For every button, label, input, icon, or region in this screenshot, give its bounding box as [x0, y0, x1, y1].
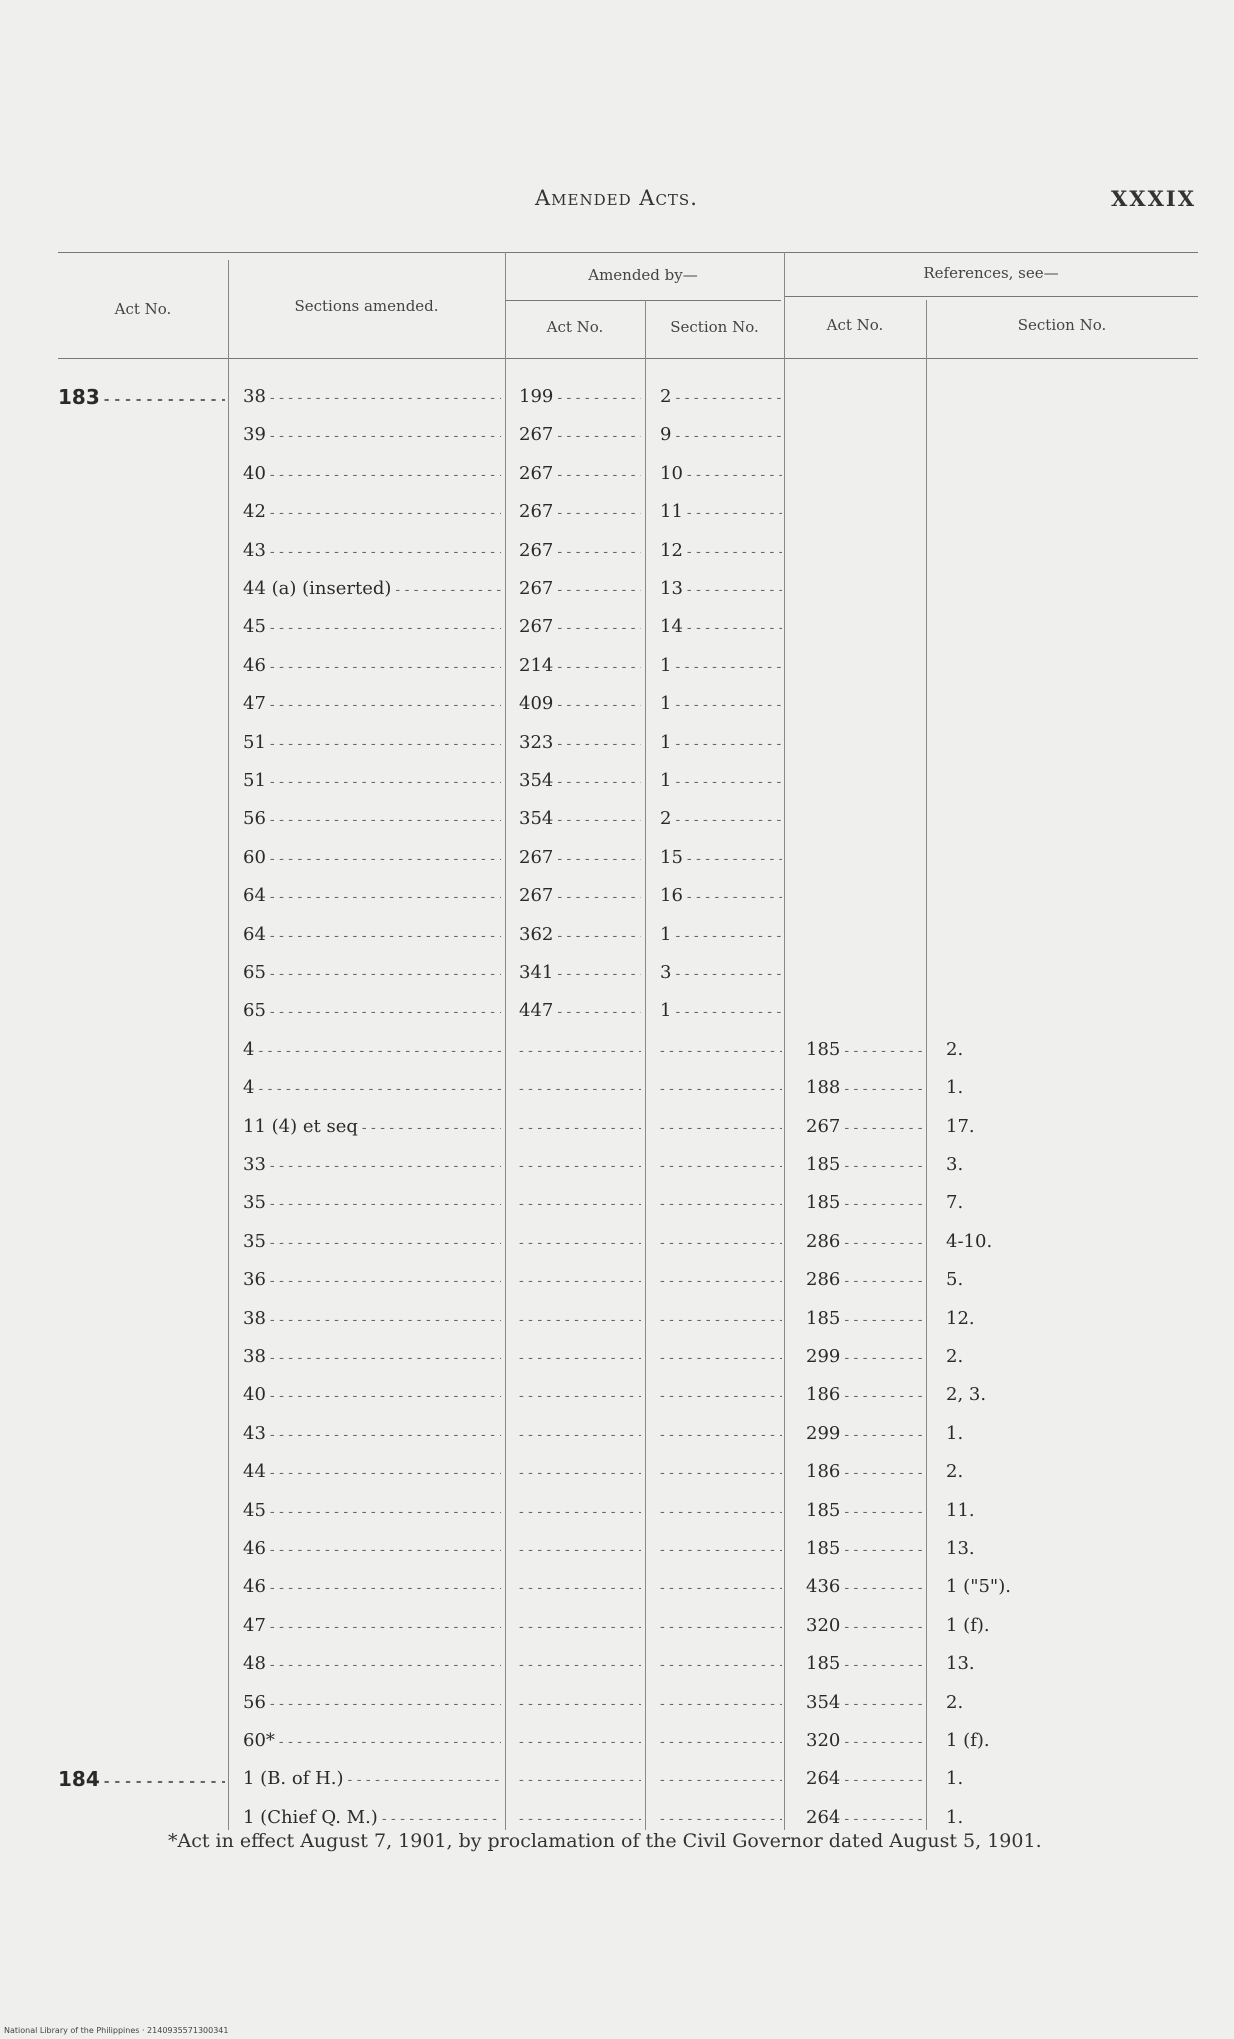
- section-cell: 44 (a) (inserted) - - -: [243, 570, 501, 608]
- table-row: [0, 992, 1234, 1030]
- reference-section-cell: [946, 954, 1196, 992]
- header-amended-by: Amended by—: [588, 266, 698, 284]
- amended-section-cell: [660, 1568, 782, 1606]
- table-top-rule: [58, 252, 1198, 253]
- reference-act-cell: [806, 416, 924, 454]
- table-row: [0, 762, 1234, 800]
- amended-section-cell: [660, 1261, 782, 1299]
- act-cell: [58, 1376, 225, 1414]
- amended-section-cell: 9 - - -: [660, 416, 782, 454]
- section-cell: 4 - - -: [243, 1069, 501, 1107]
- amended-section-cell: [660, 1453, 782, 1491]
- reference-act-cell: [806, 800, 924, 838]
- amended-section-cell: 1 - - -: [660, 724, 782, 762]
- reference-act-cell: [806, 608, 924, 646]
- amended-section-cell: 1 - - -: [660, 685, 782, 723]
- amended-act-cell: 409 - - -: [519, 685, 641, 723]
- reference-section-cell: [946, 839, 1196, 877]
- reference-act-cell: 185 - - -: [806, 1492, 924, 1530]
- reference-act-cell: 286 - - -: [806, 1261, 924, 1299]
- amended-act-cell: [519, 1453, 641, 1491]
- table-row: [0, 1223, 1234, 1261]
- act-cell: [58, 724, 225, 762]
- reference-section-cell: [946, 570, 1196, 608]
- act-cell: [58, 1722, 225, 1760]
- reference-section-cell: [946, 416, 1196, 454]
- act-cell: [58, 570, 225, 608]
- reference-act-cell: [806, 954, 924, 992]
- section-cell: 38 - - -: [243, 1300, 501, 1338]
- section-cell: 51 - - -: [243, 762, 501, 800]
- section-cell: 1 (B. of H.) - - -: [243, 1760, 501, 1798]
- table-row: [0, 1453, 1234, 1491]
- act-cell: [58, 532, 225, 570]
- reference-section-cell: [946, 992, 1196, 1030]
- header-act-no: Act No.: [114, 300, 172, 318]
- reference-act-cell: 185 - - -: [806, 1530, 924, 1568]
- act-cell: [58, 1607, 225, 1645]
- section-cell: 40 - - -: [243, 1376, 501, 1414]
- reference-act-cell: 354 - - -: [806, 1684, 924, 1722]
- amended-act-cell: [519, 1146, 641, 1184]
- section-cell: 47 - - -: [243, 1607, 501, 1645]
- section-cell: 46 - - -: [243, 1568, 501, 1606]
- act-cell: [58, 1530, 225, 1568]
- amended-act-cell: 267 - - -: [519, 493, 641, 531]
- section-cell: 38 - - -: [243, 1338, 501, 1376]
- reference-act-cell: 299 - - -: [806, 1338, 924, 1376]
- amended-section-cell: [660, 1530, 782, 1568]
- section-cell: 48 - - -: [243, 1645, 501, 1683]
- table-row: [0, 1760, 1234, 1798]
- table-row: [0, 1492, 1234, 1530]
- amended-act-cell: [519, 1300, 641, 1338]
- table-row: [0, 1031, 1234, 1069]
- amended-act-cell: [519, 1338, 641, 1376]
- act-cell: [58, 1069, 225, 1107]
- section-cell: 65 - - -: [243, 992, 501, 1030]
- reference-section-cell: 12.: [946, 1307, 975, 1329]
- reference-section-cell: [946, 916, 1196, 954]
- amended-section-cell: 3 - - -: [660, 954, 782, 992]
- amended-section-cell: 1 - - -: [660, 762, 782, 800]
- section-cell: 60 - - -: [243, 839, 501, 877]
- act-cell: [58, 800, 225, 838]
- reference-section-cell: 1 ("5").: [946, 1576, 1011, 1598]
- section-cell: 65 - - -: [243, 954, 501, 992]
- table-row: [0, 1146, 1234, 1184]
- reference-section-cell: [946, 800, 1196, 838]
- section-cell: 39 - - -: [243, 416, 501, 454]
- reference-section-cell: 2, 3.: [946, 1384, 987, 1406]
- reference-act-cell: 320 - - -: [806, 1722, 924, 1760]
- table-row: [0, 455, 1234, 493]
- amended-act-cell: 267 - - -: [519, 877, 641, 915]
- reference-section-cell: [946, 455, 1196, 493]
- amended-act-cell: 323 - - -: [519, 724, 641, 762]
- amended-act-cell: [519, 1415, 641, 1453]
- amended-act-cell: [519, 1376, 641, 1414]
- act-cell: [58, 1492, 225, 1530]
- reference-section-cell: 1.: [946, 1422, 964, 1444]
- amended-act-cell: 267 - - -: [519, 839, 641, 877]
- act-cell: [58, 1223, 225, 1261]
- table-row: [0, 1415, 1234, 1453]
- act-cell: [58, 954, 225, 992]
- act-cell: 184 - - -: [58, 1760, 225, 1798]
- table-row: [0, 724, 1234, 762]
- amended-section-cell: [660, 1415, 782, 1453]
- act-cell: [58, 685, 225, 723]
- reference-act-cell: [806, 493, 924, 531]
- amended-act-cell: [519, 1069, 641, 1107]
- act-cell: [58, 1415, 225, 1453]
- reference-section-cell: [946, 378, 1196, 416]
- table-row: [0, 1300, 1234, 1338]
- amended-section-cell: 2 - - -: [660, 378, 782, 416]
- amended-act-cell: 267 - - -: [519, 416, 641, 454]
- amended-section-cell: [660, 1300, 782, 1338]
- section-cell: 42 - - -: [243, 493, 501, 531]
- act-cell: [58, 992, 225, 1030]
- amended-act-cell: 447 - - -: [519, 992, 641, 1030]
- reference-act-cell: [806, 916, 924, 954]
- reference-act-cell: [806, 647, 924, 685]
- table-row: [0, 954, 1234, 992]
- act-cell: [58, 1300, 225, 1338]
- section-cell: 35 - - -: [243, 1223, 501, 1261]
- amended-act-cell: [519, 1223, 641, 1261]
- reference-section-cell: [946, 532, 1196, 570]
- amended-act-cell: 267 - - -: [519, 455, 641, 493]
- table-row: [0, 1645, 1234, 1683]
- header-references: References, see—: [923, 264, 1059, 282]
- table-row: [0, 839, 1234, 877]
- reference-act-cell: [806, 570, 924, 608]
- amended-section-cell: 11 - - -: [660, 493, 782, 531]
- reference-act-cell: [806, 378, 924, 416]
- table-row: [0, 647, 1234, 685]
- section-cell: 43 - - -: [243, 1415, 501, 1453]
- subheader-rule-references: [784, 296, 1198, 297]
- reference-section-cell: 4-10.: [946, 1230, 993, 1252]
- section-cell: 43 - - -: [243, 532, 501, 570]
- reference-act-cell: 185 - - -: [806, 1146, 924, 1184]
- reference-section-cell: 2.: [946, 1461, 964, 1483]
- reference-section-cell: [946, 608, 1196, 646]
- table-row: [0, 916, 1234, 954]
- amended-section-cell: 1 - - -: [660, 992, 782, 1030]
- reference-section-cell: 11.: [946, 1499, 975, 1521]
- reference-act-cell: 186 - - -: [806, 1376, 924, 1414]
- section-cell: 11 (4) et seq - - -: [243, 1108, 501, 1146]
- amended-section-cell: [660, 1338, 782, 1376]
- table-row: [0, 1568, 1234, 1606]
- amended-act-cell: [519, 1261, 641, 1299]
- act-cell: [58, 1108, 225, 1146]
- section-cell: 4 - - -: [243, 1031, 501, 1069]
- page-header: [0, 186, 1234, 220]
- footnote: *Act in effect August 7, 1901, by proclamation of the Civil Governor dated August 5, 1901.: [168, 1830, 1042, 1852]
- section-cell: 40 - - -: [243, 455, 501, 493]
- section-cell: 45 - - -: [243, 608, 501, 646]
- reference-section-cell: 1.: [946, 1077, 964, 1099]
- table-row: [0, 1684, 1234, 1722]
- header-references-section: Section No.: [1017, 316, 1107, 334]
- table-row: [0, 1338, 1234, 1376]
- amended-section-cell: [660, 1146, 782, 1184]
- section-cell: 46 - - -: [243, 1530, 501, 1568]
- reference-section-cell: [946, 877, 1196, 915]
- amended-section-cell: 15 - - -: [660, 839, 782, 877]
- reference-act-cell: 299 - - -: [806, 1415, 924, 1453]
- reference-act-cell: 286 - - -: [806, 1223, 924, 1261]
- reference-section-cell: 1 (f).: [946, 1730, 990, 1751]
- act-cell: [58, 1568, 225, 1606]
- section-cell: 1 (Chief Q. M.) - - -: [243, 1799, 501, 1837]
- amended-section-cell: 1 - - -: [660, 916, 782, 954]
- amended-section-cell: [660, 1031, 782, 1069]
- amended-section-cell: 12 - - -: [660, 532, 782, 570]
- reference-section-cell: 1.: [946, 1768, 964, 1790]
- section-cell: 46 - - -: [243, 647, 501, 685]
- amended-section-cell: 13 - - -: [660, 570, 782, 608]
- reference-act-cell: [806, 455, 924, 493]
- reference-act-cell: 264 - - -: [806, 1760, 924, 1798]
- reference-act-cell: 185 - - -: [806, 1031, 924, 1069]
- amended-act-cell: [519, 1607, 641, 1645]
- reference-section-cell: 13.: [946, 1538, 975, 1559]
- reference-section-cell: [946, 493, 1196, 531]
- section-cell: 56 - - -: [243, 1684, 501, 1722]
- page-title: Amended Acts.: [535, 186, 698, 210]
- reference-act-cell: 185 - - -: [806, 1184, 924, 1222]
- section-cell: 64 - - -: [243, 877, 501, 915]
- table-row: [0, 800, 1234, 838]
- amended-act-cell: [519, 1184, 641, 1222]
- reference-act-cell: [806, 724, 924, 762]
- amended-section-cell: [660, 1492, 782, 1530]
- amended-act-cell: [519, 1568, 641, 1606]
- amended-act-cell: 267 - - -: [519, 570, 641, 608]
- reference-section-cell: 2.: [946, 1038, 964, 1060]
- act-cell: [58, 877, 225, 915]
- table-row: [0, 685, 1234, 723]
- amended-section-cell: [660, 1223, 782, 1261]
- reference-act-cell: 436 - - -: [806, 1568, 924, 1606]
- section-cell: 47 - - -: [243, 685, 501, 723]
- reference-section-cell: 3.: [946, 1154, 964, 1175]
- reference-section-cell: 2.: [946, 1691, 964, 1713]
- section-cell: 64 - - -: [243, 916, 501, 954]
- reference-act-cell: [806, 762, 924, 800]
- reference-act-cell: 264 - - -: [806, 1799, 924, 1837]
- reference-act-cell: [806, 685, 924, 723]
- act-cell: [58, 1684, 225, 1722]
- table-row: [0, 570, 1234, 608]
- table-row: [0, 1261, 1234, 1299]
- act-cell: [58, 839, 225, 877]
- act-cell: [58, 493, 225, 531]
- amended-act-cell: 354 - - -: [519, 800, 641, 838]
- section-cell: 56 - - -: [243, 800, 501, 838]
- reference-section-cell: [946, 647, 1196, 685]
- reference-act-cell: [806, 532, 924, 570]
- reference-act-cell: 188 - - -: [806, 1069, 924, 1107]
- table-row: [0, 1108, 1234, 1146]
- act-cell: [58, 1645, 225, 1683]
- reference-act-cell: [806, 877, 924, 915]
- table-row: [0, 1530, 1234, 1568]
- amended-act-cell: [519, 1760, 641, 1798]
- amended-act-cell: [519, 1684, 641, 1722]
- amended-section-cell: 16 - - -: [660, 877, 782, 915]
- amended-act-cell: [519, 1722, 641, 1760]
- table-row: [0, 1376, 1234, 1414]
- table-row: [0, 416, 1234, 454]
- act-cell: [58, 916, 225, 954]
- amended-act-cell: [519, 1645, 641, 1683]
- section-cell: 51 - - -: [243, 724, 501, 762]
- table-row: [0, 532, 1234, 570]
- table-row: [0, 1069, 1234, 1107]
- amended-section-cell: [660, 1607, 782, 1645]
- table-row: [0, 877, 1234, 915]
- amended-act-cell: 354 - - -: [519, 762, 641, 800]
- amended-section-cell: [660, 1645, 782, 1683]
- page-number: XXXIX: [1111, 186, 1196, 211]
- act-cell: [58, 647, 225, 685]
- amended-act-cell: [519, 1530, 641, 1568]
- reference-section-cell: [946, 685, 1196, 723]
- act-cell: [58, 455, 225, 493]
- header-bottom-rule: [58, 358, 1198, 359]
- act-cell: 183 - - -: [58, 378, 225, 416]
- table-row: [0, 1722, 1234, 1760]
- header-sections-amended: Sections amended.: [294, 297, 439, 315]
- reference-act-cell: 185 - - -: [806, 1645, 924, 1683]
- reference-section-cell: 7.: [946, 1192, 964, 1214]
- section-cell: 36 - - -: [243, 1261, 501, 1299]
- amended-act-cell: 267 - - -: [519, 532, 641, 570]
- reference-section-cell: 1.: [946, 1806, 964, 1828]
- reference-act-cell: 267 - - -: [806, 1108, 924, 1146]
- table-row: [0, 1184, 1234, 1222]
- act-cell: [58, 1146, 225, 1184]
- reference-act-cell: 320 - - -: [806, 1607, 924, 1645]
- act-cell: [58, 762, 225, 800]
- reference-act-cell: 186 - - -: [806, 1453, 924, 1491]
- reference-section-cell: 2.: [946, 1346, 964, 1367]
- act-cell: [58, 1031, 225, 1069]
- header-amended-by-act: Act No.: [546, 318, 604, 336]
- section-cell: 35 - - -: [243, 1184, 501, 1222]
- amended-act-cell: 267 - - -: [519, 608, 641, 646]
- amended-section-cell: [660, 1108, 782, 1146]
- reference-act-cell: [806, 839, 924, 877]
- amended-section-cell: [660, 1722, 782, 1760]
- amended-section-cell: [660, 1684, 782, 1722]
- amended-section-cell: 1 - - -: [660, 647, 782, 685]
- section-cell: 60* - - -: [243, 1722, 501, 1760]
- reference-section-cell: 17.: [946, 1115, 975, 1137]
- amended-section-cell: [660, 1760, 782, 1798]
- reference-act-cell: [806, 992, 924, 1030]
- amended-section-cell: 2 - - -: [660, 800, 782, 838]
- reference-section-cell: 1 (f).: [946, 1614, 990, 1636]
- amended-act-cell: 199 - - -: [519, 378, 641, 416]
- amended-act-cell: [519, 1108, 641, 1146]
- header-amended-by-section: Section No.: [670, 318, 759, 336]
- act-cell: [58, 1261, 225, 1299]
- act-cell: [58, 1184, 225, 1222]
- act-cell: [58, 1453, 225, 1491]
- amended-act-cell: 341 - - -: [519, 954, 641, 992]
- table-row: [0, 1607, 1234, 1645]
- table-row: [0, 378, 1234, 416]
- act-cell: [58, 1338, 225, 1376]
- imprint: National Library of the Philippines · 2140935571300341: [4, 2026, 229, 2035]
- subheader-rule-amended: [505, 300, 781, 301]
- table-row: [0, 493, 1234, 531]
- table-row: [0, 608, 1234, 646]
- amended-section-cell: 10 - - -: [660, 455, 782, 493]
- amended-act-cell: 362 - - -: [519, 916, 641, 954]
- amended-section-cell: [660, 1184, 782, 1222]
- reference-section-cell: [946, 762, 1196, 800]
- header-references-act: Act No.: [826, 316, 884, 334]
- reference-section-cell: [946, 724, 1196, 762]
- amended-section-cell: [660, 1069, 782, 1107]
- section-cell: 33 - - -: [243, 1146, 501, 1184]
- amended-section-cell: [660, 1376, 782, 1414]
- act-cell: [58, 608, 225, 646]
- amended-act-cell: 214 - - -: [519, 647, 641, 685]
- reference-section-cell: 5.: [946, 1269, 964, 1291]
- act-cell: [58, 416, 225, 454]
- section-cell: 44 - - -: [243, 1453, 501, 1491]
- reference-section-cell: 13.: [946, 1653, 975, 1675]
- amended-act-cell: [519, 1031, 641, 1069]
- reference-act-cell: 185 - - -: [806, 1300, 924, 1338]
- amended-act-cell: [519, 1492, 641, 1530]
- section-cell: 38 - - -: [243, 378, 501, 416]
- section-cell: 45 - - -: [243, 1492, 501, 1530]
- amended-section-cell: 14 - - -: [660, 608, 782, 646]
